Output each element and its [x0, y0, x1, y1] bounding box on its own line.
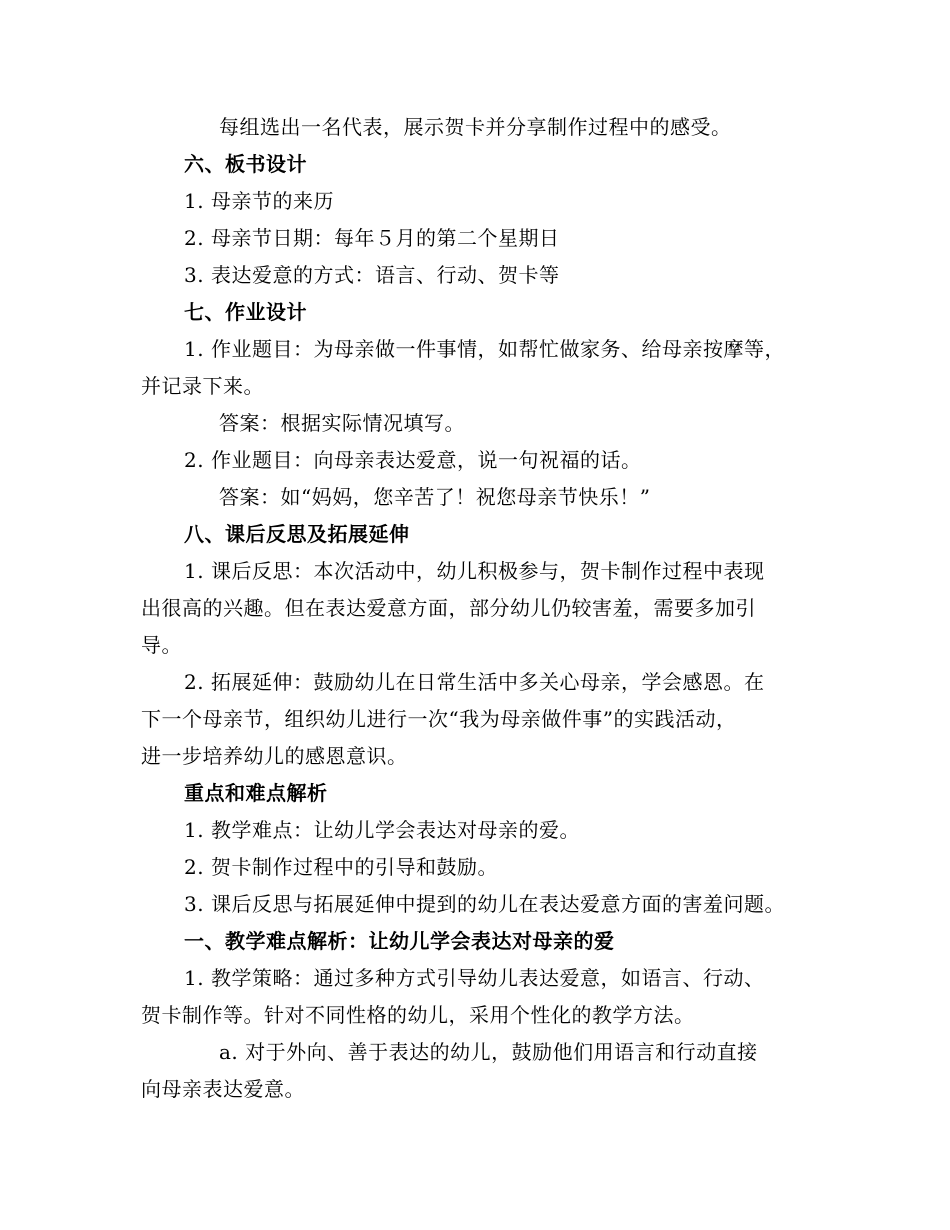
paragraph-line: 贺卡制作等。针对不同性格的幼儿，采用个性化的教学方法。	[141, 1003, 695, 1027]
paragraph-line: 并记录下来。	[141, 374, 264, 398]
paragraph-line: 下一个母亲节，组织幼儿进行一次“我为母亲做件事”的实践活动，	[141, 707, 737, 731]
answer-line: 答案：如“妈妈，您辛苦了！祝您母亲节快乐！”	[219, 485, 651, 509]
list-item: 2. 母亲节日期：每年５月的第二个星期日	[184, 226, 560, 250]
section-heading-reflection: 八、课后反思及拓展延伸	[184, 522, 410, 546]
list-item: 2. 贺卡制作过程中的引导和鼓励。	[184, 855, 498, 879]
section-heading-homework: 七、作业设计	[184, 300, 307, 324]
list-item: 3. 课后反思与拓展延伸中提到的幼儿在表达爱意方面的害羞问题。	[184, 892, 785, 916]
section-heading-board-design: 六、板书设计	[184, 152, 307, 176]
list-item: 1. 教学难点：让幼儿学会表达对母亲的爱。	[184, 818, 580, 842]
paragraph-line: 出很高的兴趣。但在表达爱意方面，部分幼儿仍较害羞，需要多加引	[141, 596, 756, 620]
sub-list-item: a. 对于外向、善于表达的幼儿，鼓励他们用语言和行动直接	[219, 1040, 758, 1064]
paragraph-line: 向母亲表达爱意。	[141, 1077, 305, 1101]
list-item: 2. 作业题目：向母亲表达爱意，说一句祝福的话。	[184, 448, 642, 472]
paragraph-line: 进一步培养幼儿的感恩意识。	[141, 744, 408, 768]
answer-line: 答案：根据实际情况填写。	[219, 411, 465, 435]
paragraph-line: 导。	[141, 633, 182, 657]
list-item: 1. 作业题目：为母亲做一件事情，如帮忙做家务、给母亲按摩等，	[184, 337, 785, 361]
section-heading-difficulty-analysis: 一、教学难点解析：让幼儿学会表达对母亲的爱	[184, 929, 615, 953]
section-heading-key-points: 重点和难点解析	[184, 781, 328, 805]
list-item: 2. 拓展延伸：鼓励幼儿在日常生活中多关心母亲，学会感恩。在	[184, 670, 765, 694]
list-item: 1. 母亲节的来历	[184, 189, 334, 213]
list-item: 1. 课后反思：本次活动中，幼儿积极参与，贺卡制作过程中表现	[184, 559, 765, 583]
list-item: 3. 表达爱意的方式：语言、行动、贺卡等	[184, 263, 560, 287]
paragraph-line: 每组选出一名代表，展示贺卡并分享制作过程中的感受。	[219, 115, 732, 139]
list-item: 1. 教学策略：通过多种方式引导幼儿表达爱意，如语言、行动、	[184, 966, 765, 990]
